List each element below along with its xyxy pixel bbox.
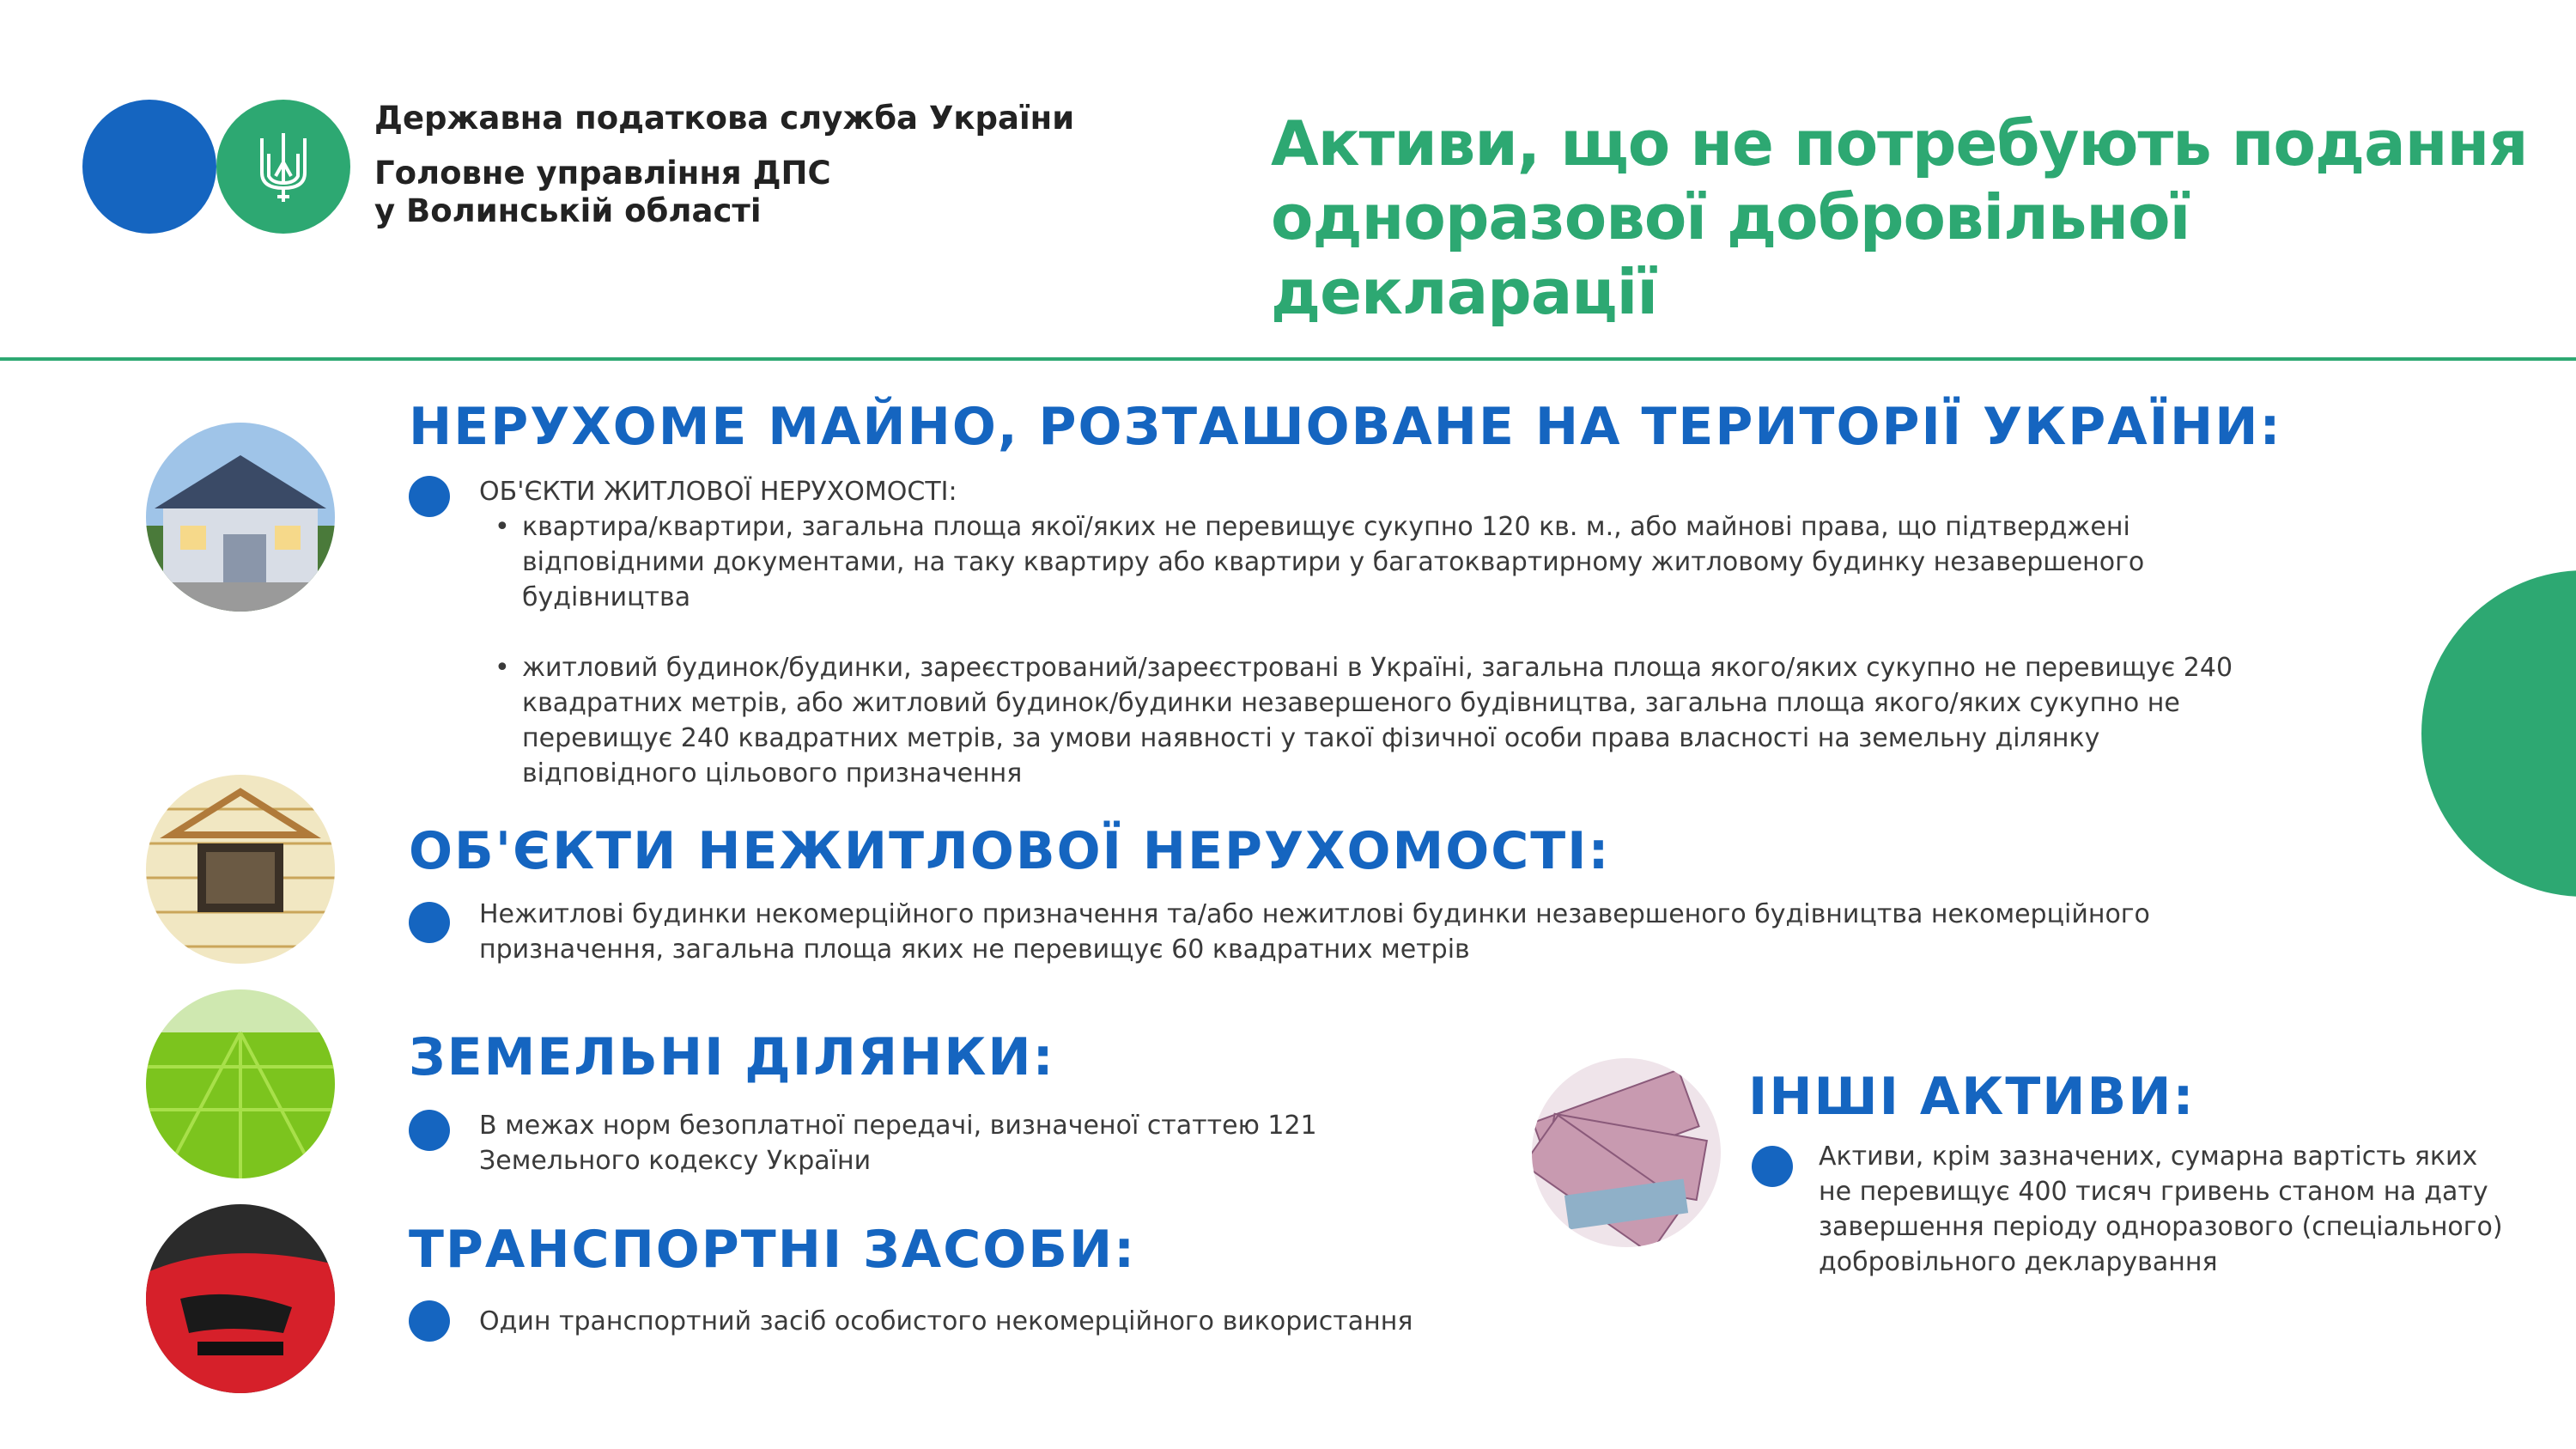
residential-list (495, 509, 2263, 791)
house-photo-icon (146, 423, 335, 612)
car-photo-icon (146, 1204, 335, 1393)
org-department-line1: Головне управління ДПС (374, 155, 831, 192)
non-residential-text: Нежитлові будинки некомерційного призначення та/або нежитлові будинки незавершеного будівництва некомерційного призначення, загальна площа яких не перевищує 60 квадратних метрів (479, 899, 2150, 965)
org-department (374, 155, 831, 231)
residential-subtitle: ОБ'ЄКТИ ЖИТЛОВОЇ НЕРУХОМОСТІ: (479, 477, 957, 507)
money-photo-icon (1532, 1058, 1721, 1247)
trident-icon (253, 128, 313, 205)
field-photo-icon (146, 989, 335, 1178)
other-assets-title: ІНШІ АКТИВИ: (1748, 1067, 2196, 1127)
other-assets-text: Активи, крім зазначених, сумарна вартість яких не перевищує 400 тисяч гривень станом на дату завершення періоду одноразового (спеціального) добровільного декларування (1819, 1142, 2503, 1277)
non-residential-title: ОБ'ЄКТИ НЕЖИТЛОВОЇ НЕРУХОМОСТІ: (409, 821, 1611, 881)
page-title (1271, 107, 2559, 329)
decorative-green-circle (2421, 570, 2576, 897)
logo-blue-circle (82, 100, 216, 234)
org-department-line2: у Волинській області (374, 192, 762, 230)
logo-green-circle (216, 100, 350, 234)
org-name: Державна податкова служба України (374, 100, 1075, 137)
page-title-line2: одноразової добровільної декларації (1271, 181, 2190, 328)
real-estate-bullet (409, 476, 450, 517)
land-bullet (409, 1110, 450, 1151)
non-residential-bullet (409, 902, 450, 943)
page-title-line1: Активи, що не потребують подання (1271, 107, 2528, 180)
list-item: • житловий будинок/будинки, зареєстрований/зареєстровані в Україні, загальна площа якого/яких сукупно не перевищує 240 квадратних метрів, або житловий будинок/будинки незавершеного будівництва, загальна площа якого/яких сукупно не перевищує 240 квадратних метрів, за умови наявності у такої фізичної особи права власності на земельну ділянку відповідного цільового призначення (495, 650, 2263, 791)
construction-photo-icon (146, 775, 335, 964)
real-estate-title: НЕРУХОМЕ МАЙНО, РОЗТАШОВАНЕ НА ТЕРИТОРІЇ УКРАЇНИ: (409, 397, 2282, 457)
land-title: ЗЕМЕЛЬНІ ДІЛЯНКИ: (409, 1027, 1055, 1087)
vehicles-text: Один транспортний засіб особистого некомерційного використання (479, 1306, 1413, 1336)
header-divider (0, 357, 2576, 361)
vehicles-title: ТРАНСПОРТНІ ЗАСОБИ: (409, 1220, 1137, 1280)
list-item: • квартира/квартири, загальна площа якої/яких не перевищує сукупно 120 кв. м., або майнові права, що підтверджені відповідними документами, на таку квартиру або квартири у багатоквартирному житловому будинку незавершеного будівництва (495, 509, 2263, 615)
vehicles-bullet (409, 1300, 450, 1342)
other-assets-bullet (1752, 1146, 1793, 1187)
land-text: В межах норм безоплатної передачі, визначеної статтею 121 Земельного кодексу України (479, 1111, 1317, 1176)
